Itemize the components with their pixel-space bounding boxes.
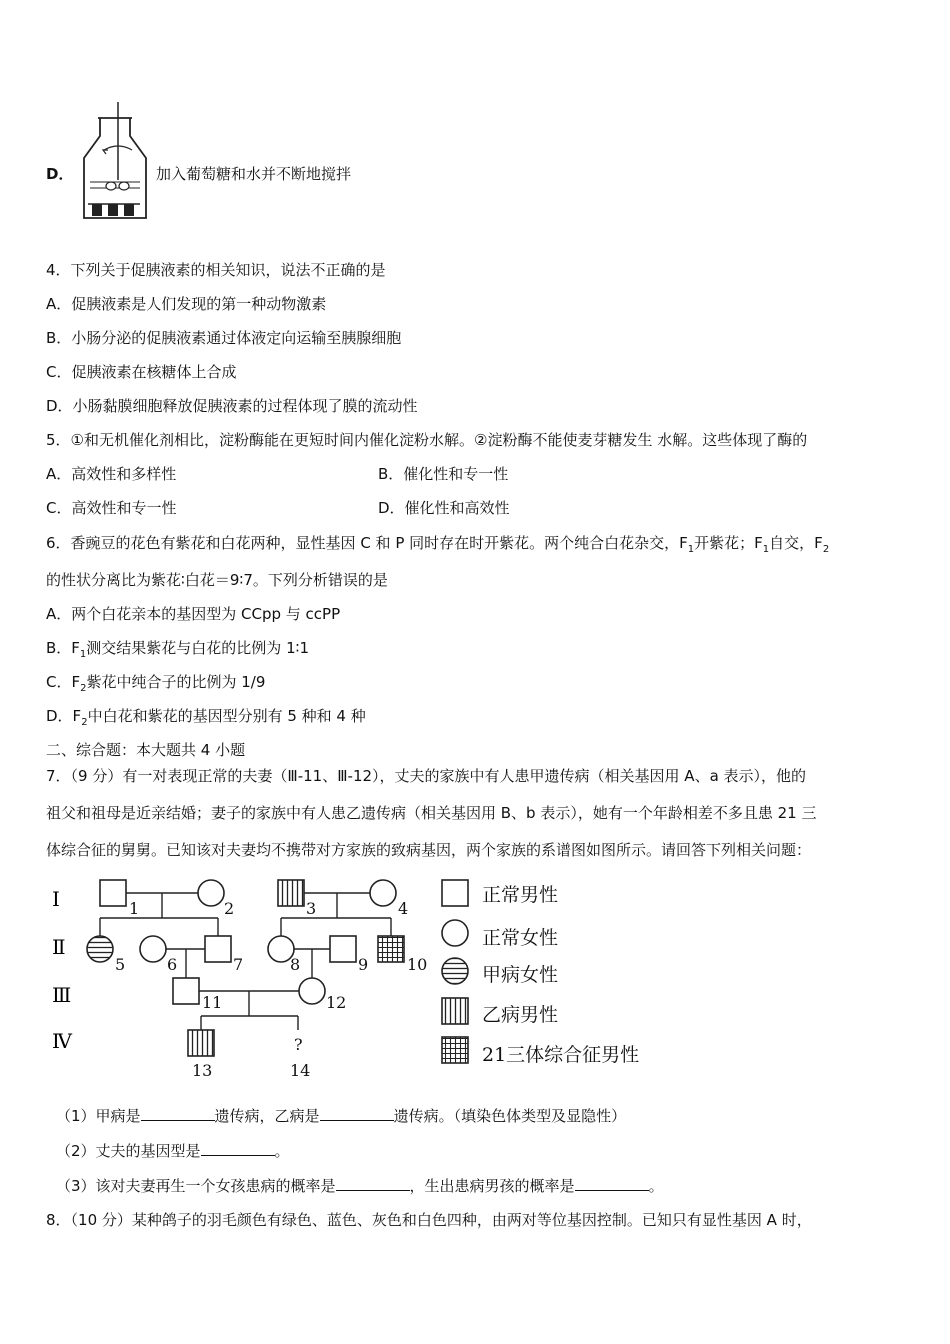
q8-line1: 8．（10 分）某种鸽子的羽毛颜色有绿色、蓝色、灰色和白色四种，由两对等位基因控制。已知只有显性基因 A 时，	[46, 1211, 812, 1229]
individual-number: 12	[326, 993, 347, 1012]
individual-number: 7	[233, 955, 244, 974]
individual-number: 10	[407, 955, 428, 974]
q3-option-d-text: 加入葡萄糖和水并不断地搅拌	[156, 165, 352, 183]
individual-number: 11	[202, 993, 223, 1012]
legend-label: 21三体综合征男性	[482, 1044, 640, 1066]
legend-normal-male-symbol	[442, 880, 468, 906]
q5-option-c: C．高效性和专一性	[46, 499, 177, 517]
q6-stem-line2: 的性状分离比为紫花∶白花＝9∶7。下列分析错误的是	[46, 571, 388, 589]
generation-label: Ⅰ	[52, 887, 60, 911]
individual-number: 2	[224, 899, 235, 918]
answer-blank[interactable]	[320, 1106, 394, 1121]
q4-option-d: D．小肠黏膜细胞释放促胰液素的过程体现了膜的流动性	[46, 397, 418, 415]
legend-label: 乙病男性	[482, 1004, 559, 1026]
q7-line2: 祖父和祖母是近亲结婚；妻子的家族中有人患乙遗传病（相关基因用 B、b 表示），她有一个年龄相差不多且患 21 三	[46, 804, 817, 822]
q7-subquestion-2: （2）丈夫的基因型是 。	[56, 1142, 290, 1160]
individual-11	[173, 978, 199, 1004]
q6-stem-line1: 6．香豌豆的花色有紫花和白花两种，显性基因 C 和 P 同时存在时开紫花。两个纯合白花杂交，$F_1$开紫花；$F_1$自交，$F_2$	[46, 534, 830, 555]
answer-blank[interactable]	[141, 1106, 215, 1121]
legend-label: 正常女性	[482, 927, 559, 949]
individual-1	[100, 880, 126, 906]
q5-option-b: B．催化性和专一性	[378, 465, 509, 483]
legend-label: 正常男性	[482, 884, 559, 906]
individual-9	[330, 936, 356, 962]
q7-subquestion-3: （3）该对夫妻再生一个女孩患病的概率是 ，生出患病男孩的概率是 。	[56, 1177, 664, 1195]
individual-6	[140, 936, 166, 962]
pedigree-chart	[40, 870, 440, 1090]
individual-number: 9	[358, 955, 369, 974]
individual-12	[299, 978, 325, 1004]
q6-option-a: A．两个白花亲本的基因型为 CCpp 与 ccPP	[46, 605, 341, 623]
generation-label: Ⅳ	[52, 1029, 72, 1053]
individual-10	[378, 936, 404, 962]
individual-7	[205, 936, 231, 962]
q7-line3: 体综合征的舅舅。已知该对夫妻均不携带对方家族的致病基因，两个家族的系谱图如图所示。请回答下列相关问题：	[46, 841, 812, 859]
pedigree-legend-symbols	[438, 876, 474, 1076]
q6-option-d: D．$F_2$中白花和紫花的基因型分别有 5 种和 4 种	[46, 707, 366, 728]
individual-number: 8	[290, 955, 301, 974]
fermentation-flask-figure	[78, 100, 150, 222]
q5-stem: 5．①和无机催化剂相比，淀粉酶能在更短时间内催化淀粉水解。②淀粉酶不能使麦芽糖发生 水解。这些体现了酶的	[46, 431, 808, 449]
legend-normal-female-symbol	[442, 920, 468, 946]
individual-number: 13	[192, 1061, 213, 1080]
legend-disease-b-male-symbol	[442, 998, 468, 1024]
q6-option-c: C．$F_2$紫花中纯合子的比例为 1/9	[46, 673, 266, 694]
individual-number: 4	[398, 899, 409, 918]
individual-number: 5	[115, 955, 126, 974]
individual-number: 6	[167, 955, 178, 974]
section-heading: 二、综合题：本大题共 4 小题	[46, 741, 246, 759]
individual-2	[198, 880, 224, 906]
answer-blank[interactable]	[575, 1176, 649, 1191]
individual-number: 3	[306, 899, 317, 918]
q7-subquestion-1: （1）甲病是 遗传病，乙病是 遗传病。（填染色体类型及显隐性）	[56, 1107, 627, 1125]
answer-blank[interactable]	[336, 1176, 410, 1191]
individual-5	[87, 936, 113, 962]
q4-stem: 4．下列关于促胰液素的相关知识，说法不正确的是	[46, 261, 386, 279]
legend-disease-a-female-symbol	[442, 958, 468, 984]
q5-option-a: A．高效性和多样性	[46, 465, 177, 483]
q7-line1: 7．（9 分）有一对表现正常的夫妻（Ⅲ-11、Ⅲ-12），丈夫的家族中有人患甲遗传病（相关基因用 A、a 表示），他的	[46, 767, 807, 785]
q4-option-b: B．小肠分泌的促胰液素通过体液定向运输至胰腺细胞	[46, 329, 402, 347]
individual-number: 14	[290, 1061, 311, 1080]
generation-label: Ⅲ	[52, 983, 72, 1007]
q3-option-d-letter: D．	[46, 165, 74, 183]
generation-label: Ⅱ	[52, 935, 66, 959]
q5-option-d: D．催化性和高效性	[378, 499, 510, 517]
individual-3	[278, 880, 304, 906]
individual-13	[188, 1030, 214, 1056]
individual-number: 1	[129, 899, 140, 918]
legend-trisomy21-male-symbol	[442, 1037, 468, 1063]
q6-option-b: B．$F_1$测交结果紫花与白花的比例为 1∶1	[46, 639, 310, 660]
answer-blank[interactable]	[201, 1141, 275, 1156]
q4-option-a: A．促胰液素是人们发现的第一种动物激素	[46, 295, 327, 313]
unknown-individual-14: ?	[294, 1035, 303, 1054]
legend-label: 甲病女性	[482, 964, 559, 986]
individual-4	[370, 880, 396, 906]
q4-option-c: C．促胰液素在核糖体上合成	[46, 363, 237, 381]
